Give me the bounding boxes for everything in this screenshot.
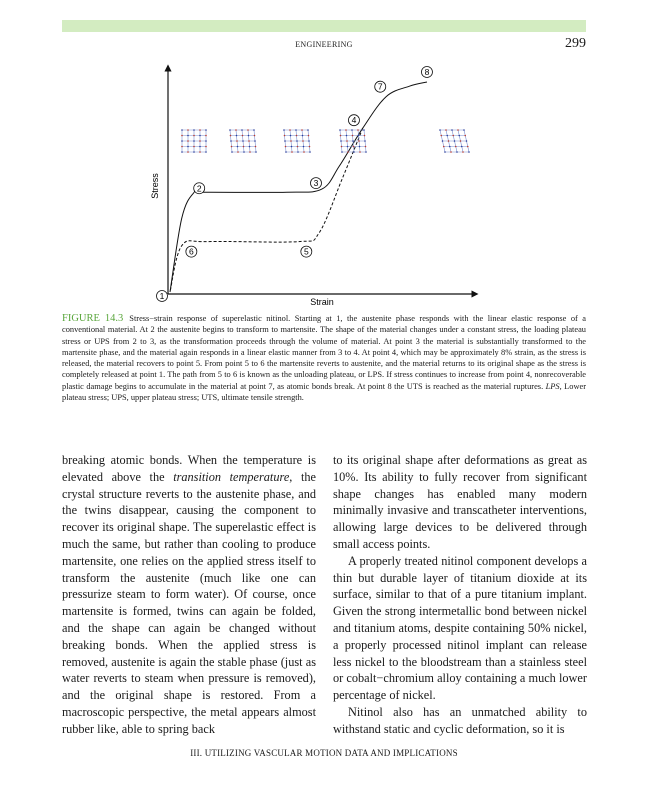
paragraph: Nitinol also has an unmatched ability to withstand static and cyclic deformation, so it is [333, 704, 587, 736]
stress-strain-chart [140, 62, 480, 312]
figure-label: FIGURE 14.3 [62, 313, 124, 324]
series-unloading [170, 128, 363, 292]
point-marker-5 [301, 246, 312, 257]
page-number: 299 [565, 36, 586, 51]
lattice-inset-3 [283, 129, 311, 153]
point-label: 2 [196, 183, 202, 194]
header-rule [62, 20, 586, 32]
x-axis-label: Strain [310, 297, 334, 307]
lattice-inset-2 [229, 129, 257, 153]
paragraph-text: , the crystal structure reverts to the austenite phase, and the twins disappear, causing the component to recover its original shape. The superelastic effect is much the same, but rather than cooling to produce martensite, one relies on the applied stress itself to transform the austenite (much like one can pressurize steam to form water). Of course, once martensite is formed, twins can again be folded, and the shape can again be changed without breaking bonds. When the applied stress is removed, austenite is again the stable phase (just as water reverts to steam when pressure is removed), and the original shape is restored. From a macroscopic perspective, the metal appears almost rubber like, able to spring back [62, 469, 316, 736]
term-transition-temperature: transition temperature [173, 469, 290, 484]
paragraph [62, 452, 316, 738]
point-label: 4 [351, 115, 357, 126]
point-label: 3 [313, 178, 319, 189]
page-footer: III. UTILIZING VASCULAR MOTION DATA AND IMPLICATIONS [190, 748, 458, 758]
y-axis-label: Stress [150, 173, 160, 199]
point-label: 7 [377, 81, 383, 92]
paragraph: A properly treated nitinol component develops a thin but durable layer of titanium dioxide at its surface, similar to that of a pure titanium implant. Given the strong intermetallic bond between nickel and titanium atoms, despite containing 50% nickel, a properly processed nitinol implant can release less nickel to the bloodstream than a stainless steel or cobalt−chromium alloy containing a much lower percentage of nickel. [333, 553, 587, 703]
point-marker-3 [311, 178, 322, 189]
lattice-inset-4 [339, 129, 367, 153]
body-column-right [333, 452, 587, 738]
point-marker-6 [186, 246, 197, 257]
point-marker-7 [375, 81, 386, 92]
point-label: 6 [188, 246, 194, 257]
caption-text-abbreviations: , Lower plateau stress; UPS, upper plateau stress; UTS, ultimate tensile strength. [62, 381, 587, 403]
paragraph: to its original shape after deformations as great as 10%. Its ability to fully recover from significant shape changes has enabled many modern minimally invasive and transcatheter interventions, allowing large devices to be delivered through small access points. [333, 453, 587, 551]
caption-abbr-lps: LPS [545, 381, 560, 391]
section-title: ENGINEERING [295, 40, 353, 49]
paragraph-text: breaking atomic bonds. When the temperature is elevated above the [62, 453, 316, 484]
point-marker-1 [157, 291, 168, 302]
point-label: 5 [303, 246, 309, 257]
figure-caption [62, 313, 586, 403]
point-marker-4 [348, 115, 359, 126]
lattice-inset-5 [439, 129, 470, 153]
stress-strain-figure [140, 62, 480, 312]
series-loading [170, 82, 427, 292]
point-marker-8 [421, 67, 432, 78]
caption-text: Stress−strain response of superelastic nitinol. Starting at 1, the austenite phase responds with the linear elastic response of a conventional material. At 2 the austenite begins to transform to martensite. The shape of the material changes under a constant stress, the loading plateau stress or UPS from 2 to 3, as the transformation proceeds through the volume of material. At point 3 the material is substantially transformed to the martensite phase, and the material again responds in a linear elastic manner from 3 to 4. At point 4, which may be approximately 8% strain, as the stress is released, the material recovers to point 5. From point 5 to 6 the martensite reverts to austenite, and the material returns to its original shape as the stress is completely released at point 1. The path from 5 to 6 is known as the unloading plateau, or LPS. If stress continues to increase from point 4, nonrecoverable plastic damage begins to accumulate in the material at point 7, as atomic bonds break. At point 8 the UTS is reached as the material ruptures. [62, 314, 586, 391]
body-column-left [62, 452, 316, 738]
point-label: 8 [424, 67, 430, 77]
point-marker-2 [194, 183, 205, 194]
lattice-inset-1 [181, 129, 207, 153]
point-label: 1 [159, 291, 165, 301]
